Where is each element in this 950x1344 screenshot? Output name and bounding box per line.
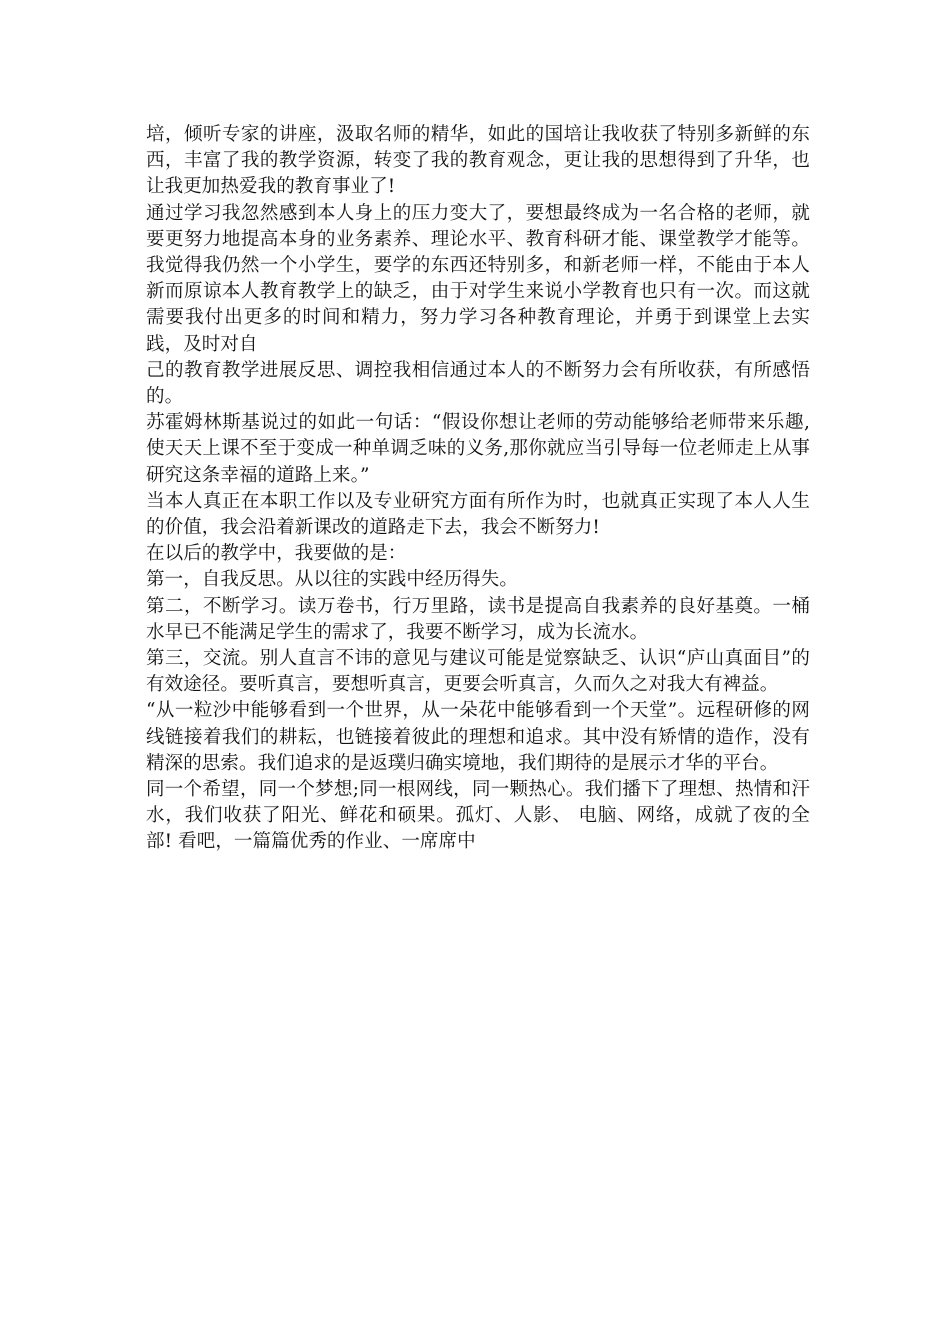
paragraph: 第三，交流。别人直言不讳的意见与建议可能是觉察缺乏、认识“庐山真面目”的有效途径。要听真言，要想听真言，更要会听真言，久而久之对我大有裨益。 [146, 648, 810, 696]
paragraph: 通过学习我忽然感到本人身上的压力变大了，要想最终成为一名合格的老师，就要更努力地提高本身的业务素养、理论水平、教育科研才能、课堂教学才能等。我觉得我仍然一个小学生，要学的东西还特别多，和新老师一样，不能由于本人新而原谅本人教育教学上的缺乏，由于对学生来说小学教育也只有一次。而这就需要我付出更多的时间和精力，努力学习各种教育理论，并勇于到课堂上去实践，及时对自 [146, 202, 810, 355]
paragraph: 同一个希望，同一个梦想;同一根网线，同一颗热心。我们播下了理想、热情和汗水，我们收获了阳光、鲜花和硕果。孤灯、人影、 电脑、网络，成就了夜的全部! 看吧，一篇篇优秀的作业、一席席中 [146, 779, 810, 853]
paragraph: 当本人真正在本职工作以及专业研究方面有所作为时，也就真正实现了本人人生的价值，我会沿着新课改的道路走下去，我会不断努力! [146, 490, 810, 539]
paragraph: 在以后的教学中，我要做的是： [146, 543, 407, 565]
paragraph: 第一，自我反思。从以往的实践中经历得失。 [146, 569, 519, 591]
document-body [146, 122, 810, 856]
paragraph: “从一粒沙中能够看到一个世界，从一朵花中能够看到一个天堂”。远程研修的网线链接着我们的耕耘，也链接着彼此的理想和追求。其中没有矫情的造作，没有精深的思索。我们追求的是返璞归确实境地，我们期待的是展示才华的平台。 [146, 700, 810, 774]
paragraph: 苏霍姆林斯基说过的如此一句话：“假设你想让老师的劳动能够给老师带来乐趣,使天天上课不至于变成一种单调乏味的义务,那你就应当引导每一位老师走上从事研究这条幸福的道路上来。” [146, 412, 810, 486]
paragraph: 培，倾听专家的讲座，汲取名师的精华，如此的国培让我收获了特别多新鲜的东西，丰富了我的教学资源，转变了我的教育观念，更让我的思想得到了升华，也让我更加热爱我的教育事业了! [146, 124, 810, 198]
paragraph: 第二，不断学习。读万卷书，行万里路，读书是提高自我素养的良好基奠。一桶水早已不能满足学生的需求了，我要不断学习，成为长流水。 [146, 595, 810, 643]
paragraph: 己的教育教学进展反思、调控我相信通过本人的不断努力会有所收获，有所感悟的。 [146, 359, 810, 408]
